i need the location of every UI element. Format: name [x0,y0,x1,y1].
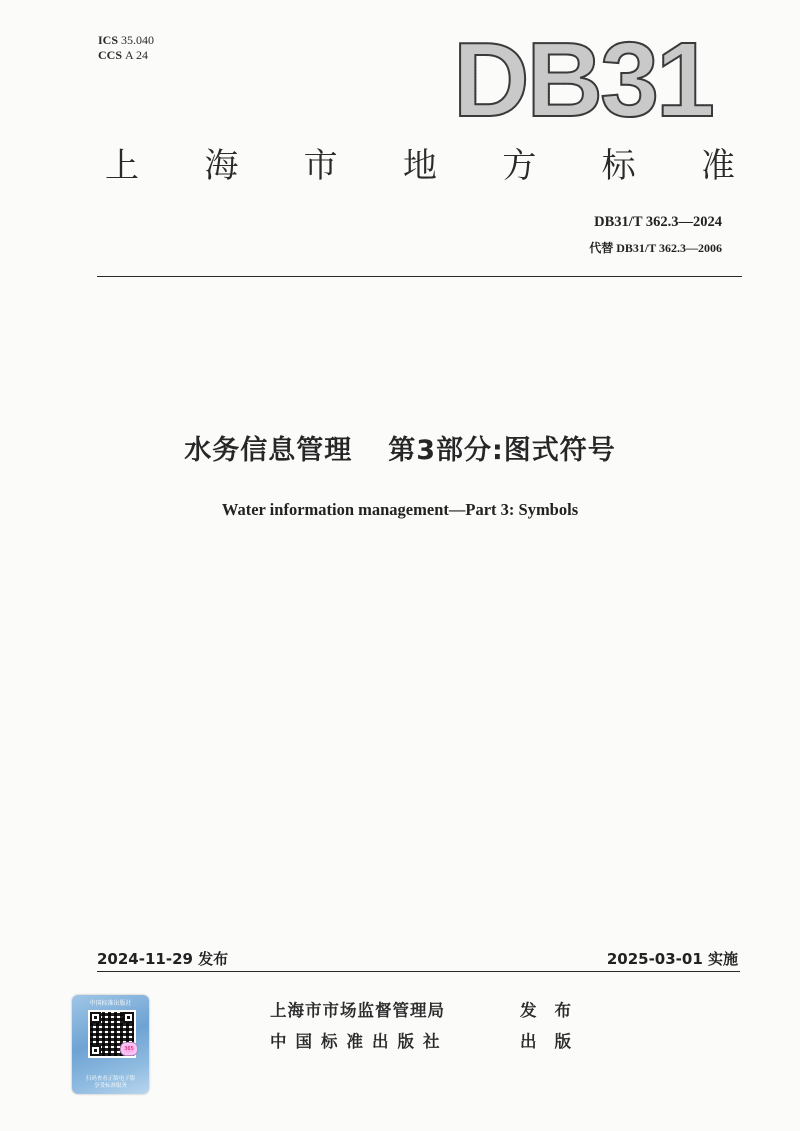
standard-type-char: 海 [204,146,239,186]
title-zh-main: 水务信息管理 [184,435,353,466]
standard-type-char: 准 [700,146,735,186]
implement-date: 2025-03-01 实施 [606,950,738,968]
replaced-standard: 代替 DB31/T 362.3—2006 [589,241,722,255]
title-zh-part: 第3部分:图式符号 [388,435,616,466]
qr-code-icon[interactable] [88,1010,136,1058]
standard-type-char: 上 [105,146,139,186]
printer-line [270,1028,589,1052]
standard-type-char: 市 [303,146,338,186]
qr-finder-icon [90,1012,101,1023]
publisher-role: 发布 [520,1001,589,1020]
classification-codes [98,33,154,63]
qr-finder-icon [123,1012,134,1023]
sticker-bottom-line: 享受标准服务 [93,1083,127,1089]
document-title-chinese [0,428,800,467]
sticker-bottom-line: 扫码查看正版电子版 [85,1076,136,1082]
publish-date: 2024-11-29 发布 [97,950,229,968]
sticker-bottom-label [72,1076,149,1090]
publisher-name: 上海市市场监督管理局 [270,1001,445,1020]
db31-logo: DB31 [452,21,712,139]
publisher-role: 出版 [520,1032,589,1051]
standard-number: DB31/T 362.3—2024 [594,214,722,230]
anti-counterfeit-qr-sticker[interactable] [72,995,149,1094]
publisher-line [270,997,589,1021]
standard-type-char: 方 [502,146,537,186]
sticker-top-label: 中国标准出版社 [89,1000,132,1007]
header-divider [97,276,742,277]
ccs-label: CCS [98,48,123,62]
footer-divider [97,971,740,972]
ccs-code [98,48,154,63]
ics-value: 35.040 [121,33,155,47]
ccs-value: A 24 [125,48,149,62]
publisher-name: 中国标准出版社 [270,1032,449,1051]
standard-type-char: 地 [402,146,437,186]
ics-label: ICS [98,33,119,47]
ics-code [98,33,154,48]
standard-type-heading [105,146,735,186]
hologram-seal-icon: 365 [120,1042,138,1056]
document-title-english: Water information management—Part 3: Symbols [221,500,579,519]
standard-type-char: 标 [601,146,636,186]
qr-finder-icon [90,1045,101,1056]
